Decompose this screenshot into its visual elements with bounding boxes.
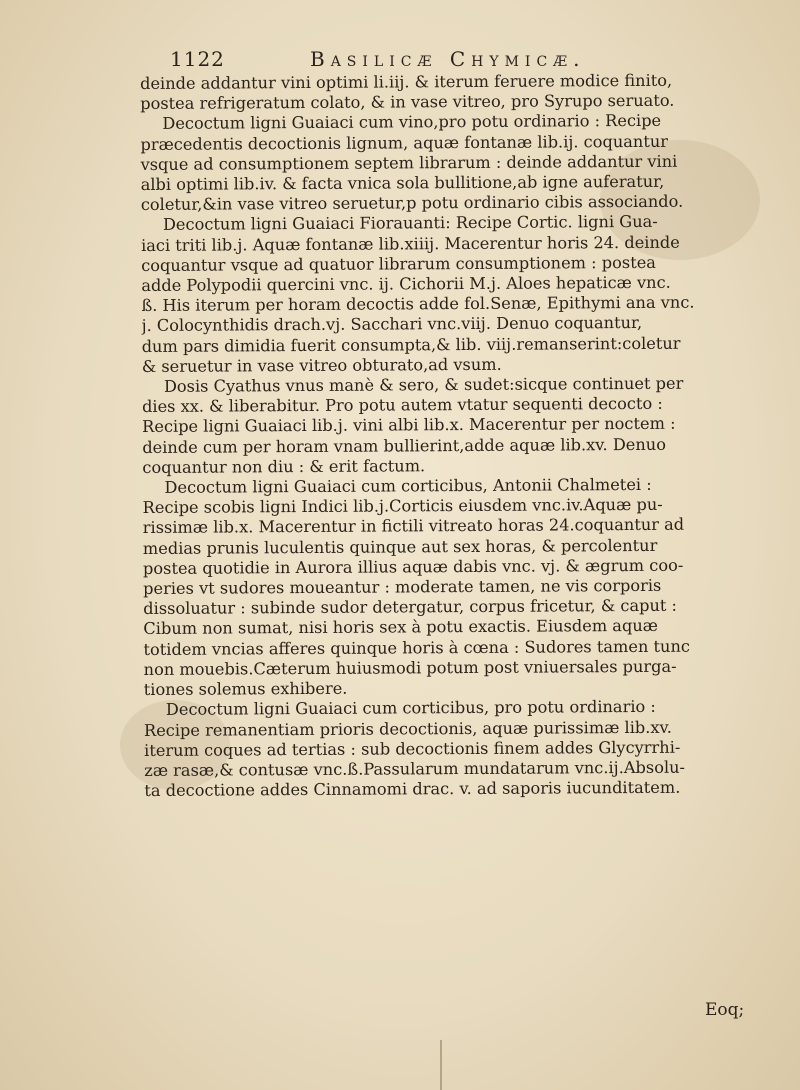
text-line: Decoctum ligni Guaiaci Fiorauanti: Recipe Cortic. ligni Gua-	[162, 212, 658, 235]
text-line: postea refrigeratum colato, & in vase vitreo, pro Syrupo seruato.	[140, 90, 675, 114]
running-title: Basilicæ Chymicæ.	[310, 47, 586, 71]
paragraph	[142, 373, 763, 478]
text-line: coquantur non diu : & erit factum.	[142, 456, 426, 477]
text-line: coletur,&in vase vitreo seruetur,p potu ordinario cibis associando.	[140, 191, 684, 215]
catchword: Eoq;	[705, 1000, 745, 1020]
text-line: coquantur vsque ad quatuor librarum consumptionem : postea	[141, 252, 656, 275]
text-line: albi optimi lib.iv. & facta vnica sola bullitione,ab igne auferatur,	[140, 171, 665, 195]
text-line: j. Colocynthidis drach.vj. Sacchari vnc.viij. Denuo coquantur,	[141, 313, 643, 336]
text-line: tiones solemus exhibere.	[143, 678, 348, 700]
page-header	[170, 44, 730, 74]
text-line: Cibum non sumat, nisi horis sex à potu exactis. Eiusdem aquæ	[143, 616, 659, 639]
text-line: zæ rasæ,& contusæ vnc.ß.Passularum mundatarum vnc.ij.Absolu-	[144, 757, 686, 780]
text-line: præcedentis decoctionis lignum, aquæ fontanæ lib.ij. coquantur	[140, 131, 669, 154]
text-line: Recipe scobis ligni Indici lib.j.Corticis eiusdem vnc.iv.Aquæ pu-	[142, 495, 663, 518]
body-text	[140, 70, 764, 801]
paragraph	[144, 696, 765, 801]
text-line: Dosis Cyathus vnus manè & sero, & sudet:sicque continuet per	[163, 373, 684, 396]
text-line: peries vt sudores moueantur : moderate tamen, ne vis corporis	[143, 575, 662, 599]
text-line: iaci triti lib.j. Aquæ fontanæ lib.xiiij. Macerentur horis 24. deinde	[140, 232, 680, 255]
paragraph	[141, 212, 762, 377]
text-line: adde Polypodii quercini vnc. ij. Cichorii M.j. Aloes hepaticæ vnc.	[141, 272, 671, 296]
page-number: 1122	[170, 47, 225, 71]
text-line: rissimæ lib.x. Macerentur in fictili vitreato horas 24.coquantur ad	[142, 515, 685, 538]
text-line: Recipe ligni Guaiaci lib.j. vini albi lib.x. Macerentur per noctem :	[142, 414, 676, 437]
text-line: ta decoctione addes Cinnamomi drac. v. ad saporis iucunditatem.	[144, 777, 681, 801]
text-line: deinde addantur vini optimi li.iij. & iterum feruere modice finito,	[140, 70, 673, 93]
text-line: medias prunis luculentis quinque aut sex horas, & percolentur	[142, 535, 658, 558]
text-line: ß. His iterum per horam decoctis adde fol.Senæ, Epithymi ana vnc.	[141, 292, 695, 316]
text-line: non mouebis.Cæterum huiusmodi potum post vniuersales purga-	[143, 656, 677, 679]
text-line: totidem vncias afferes quinque horis à cœna : Sudores tamen tunc	[143, 636, 690, 659]
text-line: iterum coques ad tertias : sub decoctionis finem addes Glycyrrhi-	[144, 737, 681, 760]
paragraph	[142, 474, 763, 700]
text-line: Decoctum ligni Guaiaci cum corticibus, Antonii Chalmetei :	[164, 474, 652, 497]
text-line: Decoctum ligni Guaiaci cum corticibus, pro potu ordinario :	[165, 697, 656, 720]
text-line: & seruetur in vase vitreo obturato,ad vsum.	[141, 354, 502, 376]
text-line: postea quotidie in Aurora illius aquæ dabis vnc. vj. & ægrum coo-	[142, 555, 684, 578]
text-line: vsque ad consumptionem septem librarum : deinde addantur vini	[140, 151, 678, 174]
paragraph	[140, 70, 760, 114]
text-line: dissoluatur : subinde sudor detergatur, corpus fricetur, & caput :	[143, 596, 678, 619]
text-line: Decoctum ligni Guaiaci cum vino,pro potu ordinario : Recipe	[162, 111, 662, 134]
text-line: dies xx. & liberabitur. Pro potu autem vtatur sequenti decocto :	[141, 394, 663, 417]
text-line: deinde cum per horam vnam bullierint,adde aquæ lib.xv. Denuo	[142, 434, 666, 457]
text-line: dum pars dimidia fuerit consumpta,& lib. viij.remanserint:coletur	[141, 333, 681, 356]
paragraph	[140, 111, 761, 216]
gutter-mark	[440, 1040, 442, 1090]
text-line: Recipe remanentiam prioris decoctionis, aquæ purissimæ lib.xv.	[143, 717, 672, 740]
